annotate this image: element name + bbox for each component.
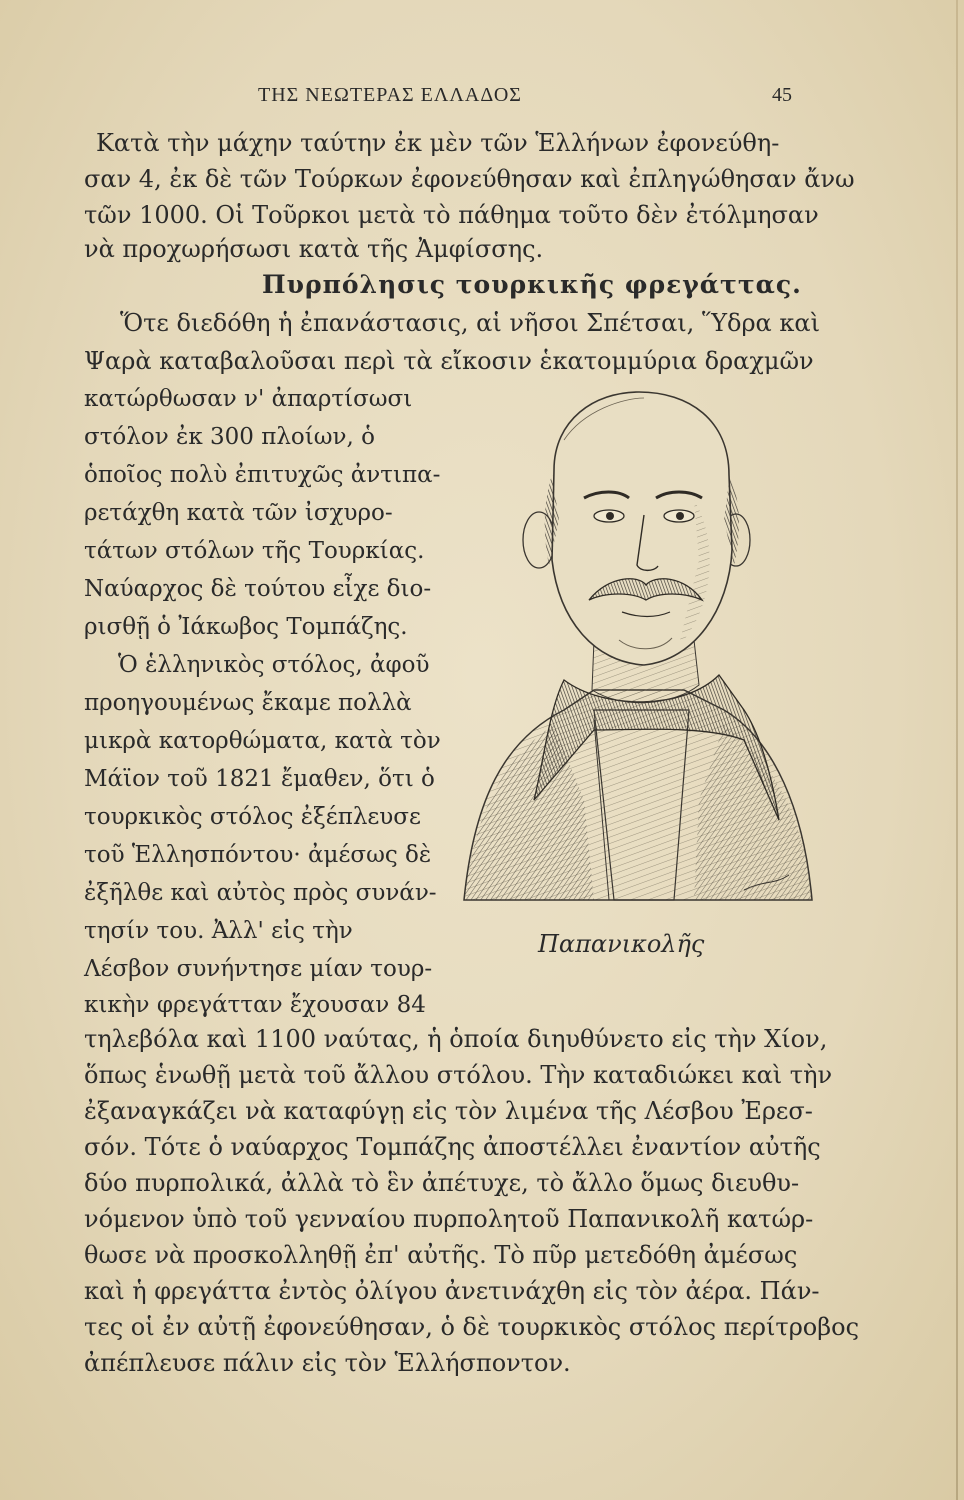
text-line: ἐξαναγκάζει νὰ καταφύγῃ εἰς τὸν λιμένα τῆς Λέσβου Ἐρεσ- <box>84 1097 813 1125</box>
text-line: σαν 4, ἐκ δὲ τῶν Τούρκων ἐφονεύθησαν καὶ ἐπληγώθησαν ἄνω <box>84 165 855 193</box>
text-line: ρετάχθη κατὰ τῶν ἰσχυρο- <box>84 500 393 526</box>
page-number: 45 <box>772 84 792 106</box>
text-line: Κατὰ τὴν μάχην ταύτην ἐκ μὲν τῶν Ἑλλήνων ἐφονεύθη- <box>96 129 780 157</box>
portrait-engraving <box>444 380 830 920</box>
text-line: Λέσβον συνήντησε μίαν τουρ- <box>84 956 433 982</box>
text-line: Ψαρὰ καταβαλοῦσαι περὶ τὰ εἴκοσιν ἑκατομμύρια δραχμῶν <box>84 347 814 375</box>
text-line: τουρκικὸς στόλος ἐξέπλευσε <box>84 804 421 830</box>
text-line: τηλεβόλα καὶ 1100 ναύτας, ἡ ὁποία διηυθύνετο εἰς τὴν Χίον, <box>84 1025 828 1053</box>
text-line: ὅπως ἑνωθῇ μετὰ τοῦ ἄλλου στόλου. Τὴν καταδιώκει καὶ τὴν <box>84 1061 833 1089</box>
text-line: Ὅτε διεδόθη ἡ ἐπανάστασις, αἱ νῆσοι Σπέτσαι, Ὕδρα καὶ <box>120 309 821 337</box>
text-line: νὰ προχωρήσωσι κατὰ τῆς Ἀμφίσσης. <box>84 235 544 263</box>
text-line: κατώρθωσαν ν' ἀπαρτίσωσι <box>84 386 413 412</box>
text-line: καὶ ἡ φρεγάττα ἐντὸς ὀλίγου ἀνετινάχθη εἰς τὸν ἀέρα. Πάν- <box>84 1277 820 1305</box>
text-line: θωσε νὰ προσκολληθῇ ἐπ' αὐτῆς. Τὸ πῦρ μετεδόθη ἀμέσως <box>84 1241 798 1269</box>
text-line: Μάϊον τοῦ 1821 ἔμαθεν, ὅτι ὁ <box>84 766 435 792</box>
portrait-caption: Παπανικολῆς <box>538 930 705 958</box>
text-line: μικρὰ κατορθώματα, κατὰ τὸν <box>84 728 441 754</box>
text-line: δύο πυρπολικά, ἀλλὰ τὸ ἓν ἀπέτυχε, τὸ ἄλλο ὅμως διευθυ- <box>84 1169 800 1197</box>
text-line: τῶν 1000. Οἱ Τοῦρκοι μετὰ τὸ πάθημα τοῦτο δὲν ἐτόλμησαν <box>84 201 819 229</box>
text-line: στόλον ἐκ 300 πλοίων, ὁ <box>84 424 375 450</box>
section-heading: Πυρπόλησις τουρκικῆς φρεγάττας. <box>262 270 802 299</box>
text-line: τοῦ Ἑλλησπόντου· ἀμέσως δὲ <box>84 842 432 868</box>
text-line: Ναύαρχος δὲ τούτου εἶχε διο- <box>84 576 432 602</box>
running-head: ΤΗΣ ΝΕΩΤΕΡΑΣ ΕΛΛΑΔΟΣ <box>258 84 522 106</box>
text-line: τες οἱ ἐν αὐτῇ ἐφονεύθησαν, ὁ δὲ τουρκικὸς στόλος περίτροβος <box>84 1313 860 1341</box>
text-line: προηγουμένως ἔκαμε πολλὰ <box>84 690 412 716</box>
text-line: ὁποῖος πολὺ ἐπιτυχῶς ἀντιπα- <box>84 462 441 488</box>
text-line: κικὴν φρεγάτταν ἔχουσαν 84 <box>84 992 426 1018</box>
text-line: Ὁ ἑλληνικὸς στόλος, ἀφοῦ <box>118 652 430 678</box>
text-line: τάτων στόλων τῆς Τουρκίας. <box>84 538 425 564</box>
text-line: ἀπέπλευσε πάλιν εἰς τὸν Ἑλλήσποντον. <box>84 1349 571 1377</box>
text-line: ρισθῇ ὁ Ἰάκωβος Τομπάζης. <box>84 614 408 640</box>
text-line: ἐξῆλθε καὶ αὐτὸς πρὸς συνάν- <box>84 880 437 906</box>
text-line: σόν. Τότε ὁ ναύαρχος Τομπάζης ἀποστέλλει ἐναντίον αὐτῆς <box>84 1133 821 1161</box>
text-line: νόμενον ὑπὸ τοῦ γενναίου πυρπολητοῦ Παπανικολῆ κατώρ- <box>84 1205 814 1233</box>
text-line: τησίν του. Ἀλλ' εἰς τὴν <box>84 918 353 944</box>
page-edge <box>956 0 958 1500</box>
